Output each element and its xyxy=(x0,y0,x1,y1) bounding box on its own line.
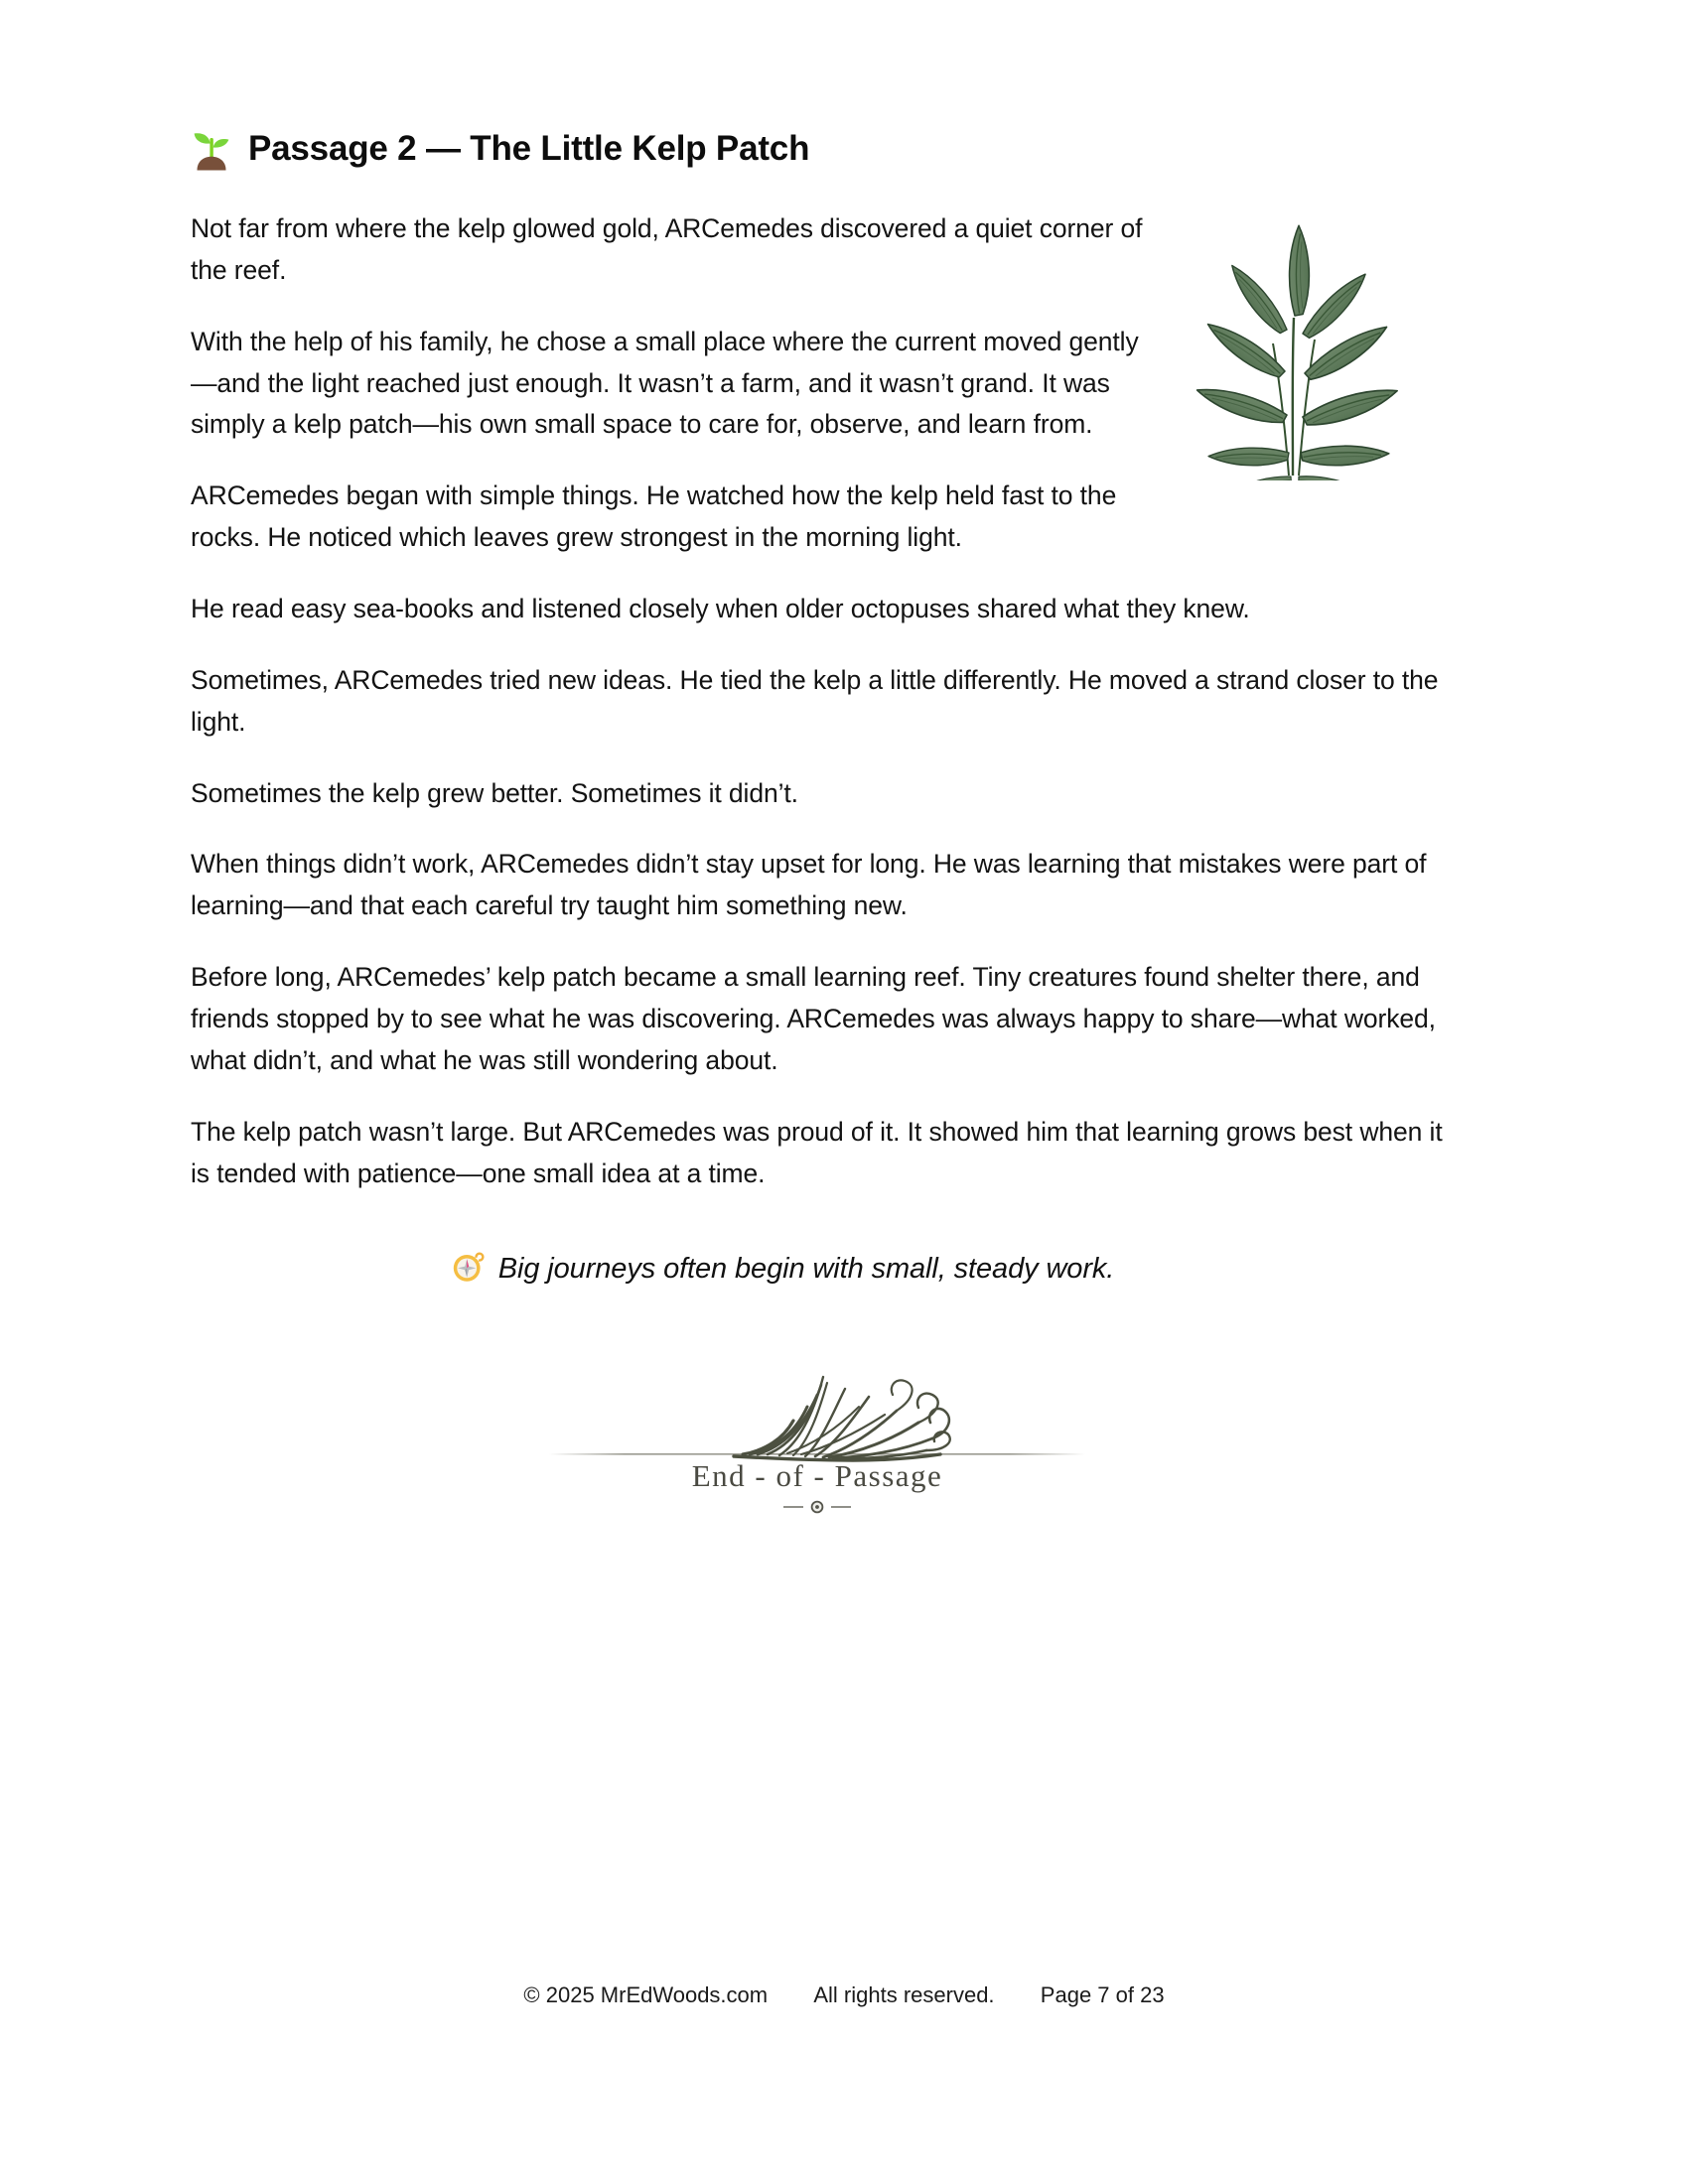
body-paragraph: Sometimes the kelp grew better. Sometimes it didn’t. xyxy=(191,777,798,808)
kelp-flourish-ornament xyxy=(539,1355,1095,1464)
end-of-passage-label: End - of - Passage xyxy=(691,1458,943,1494)
footer-rights: All rights reserved. xyxy=(813,1982,995,2007)
closing-quote-text: Big journeys often begin with small, steady work. xyxy=(497,1252,1115,1285)
page-title xyxy=(191,127,1444,171)
body-paragraph: Not far from where the kelp glowed gold, ARCemedes discovered a quiet corner of the reef. xyxy=(191,213,1143,285)
page-content xyxy=(191,127,1444,1523)
compass-icon xyxy=(451,1250,485,1284)
body-paragraph: The kelp patch wasn’t large. But ARCemedes was proud of it. It showed him that learning grows best when it is tended with patience—one small idea at a time. xyxy=(191,1116,1443,1188)
body-paragraph: ARCemedes began with simple things. He watched how the kelp held fast to the rocks. He noticed which leaves grew strongest in the morning light. xyxy=(191,480,1117,553)
footer-page-number: Page 7 of 23 xyxy=(1040,1982,1165,2007)
seedling-icon xyxy=(191,127,232,171)
body-paragraph: Sometimes, ARCemedes tried new ideas. He tied the kelp a little differently. He moved a strand closer to the light. xyxy=(191,664,1439,737)
body-paragraph: When things didn’t work, ARCemedes didn’t stay upset for long. He was learning that mistakes were part of learning—and that each careful try taught him something new. xyxy=(191,849,1427,921)
page-footer xyxy=(0,1982,1688,2008)
body-paragraph: Before long, ARCemedes’ kelp patch became a small learning reef. Tiny creatures found shelter there, and friends stopped by to see what he was discovering. ARCemedes was always happy to share—what worked, what didn’t, and what he was still wondering about. xyxy=(191,962,1436,1075)
end-of-passage-block xyxy=(539,1355,1095,1523)
kelp-plant-illustration xyxy=(1178,222,1416,480)
page-title-text: Passage 2 — The Little Kelp Patch xyxy=(248,129,810,168)
footer-copyright: © 2025 MrEdWoods.com xyxy=(523,1982,769,2007)
body-paragraph: With the help of his family, he chose a small place where the current moved gently—and the light reached just enough. It wasn’t a farm, and it wasn’t grand. It was simply a kelp patch—his own small space to care for, observe, and learn from. xyxy=(191,326,1139,440)
closing-quote xyxy=(191,1252,1444,1286)
end-of-passage-dot-ornament xyxy=(758,1496,877,1518)
body-paragraph: He read easy sea-books and listened closely when older octopuses shared what they knew. xyxy=(191,594,1250,624)
